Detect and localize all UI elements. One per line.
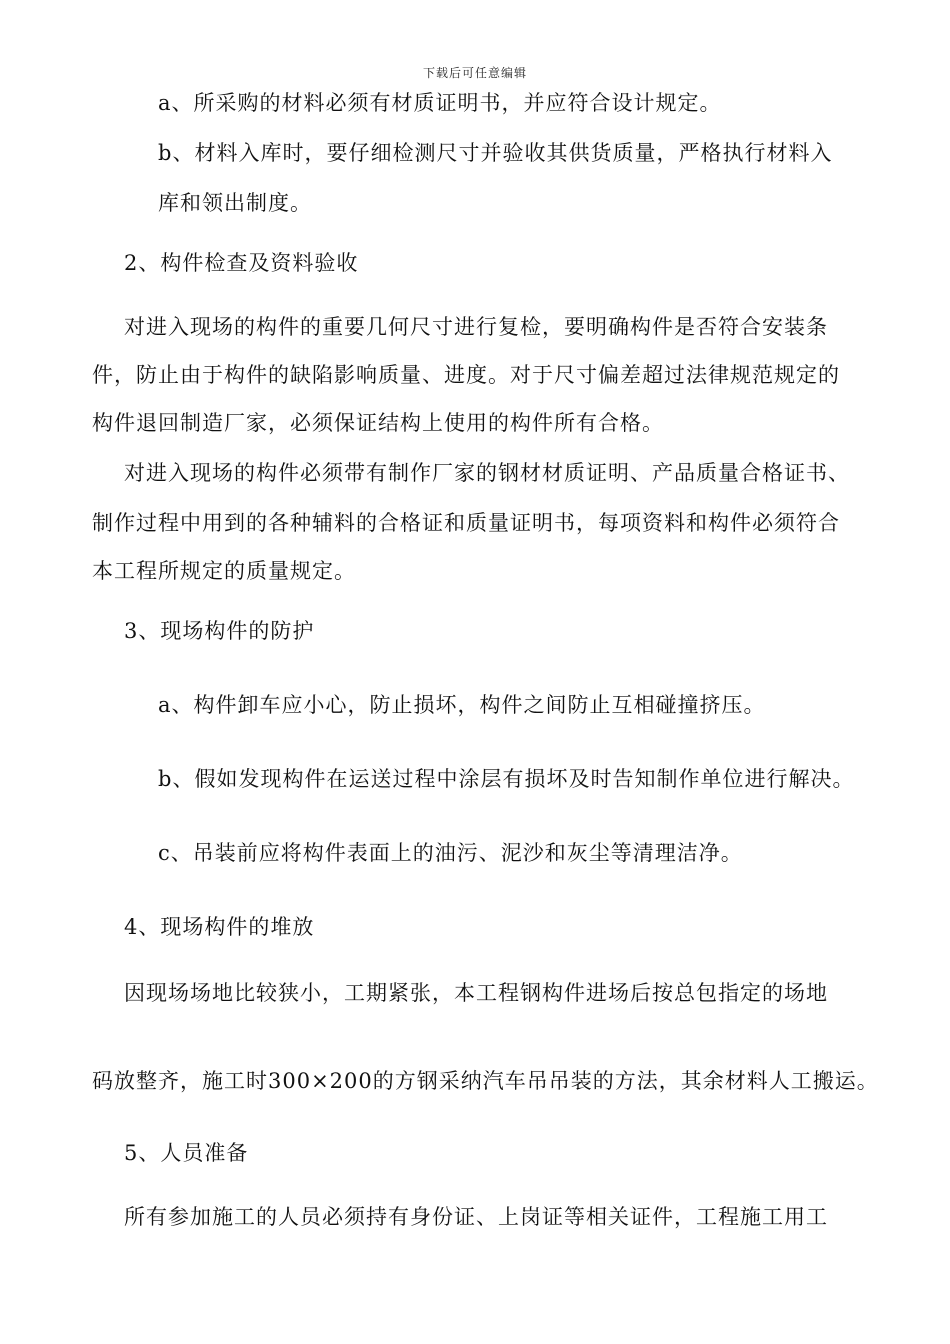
section-heading-4: 4、现场构件的堆放 <box>124 915 315 939</box>
section-heading-3: 3、现场构件的防护 <box>124 619 315 643</box>
section-heading-2: 2、构件检查及资料验收 <box>124 251 359 275</box>
text-line-material-cert: a、所采购的材料必须有材质证明书，并应符合设计规定。 <box>158 91 722 115</box>
text-line-storage-2: 码放整齐，施工时300×200的方钢采纳汽车吊吊装的方法，其余材料人工搬运。 <box>92 1069 879 1093</box>
page-header: 下载后可任意编辑 <box>422 66 527 80</box>
text-line-storage-1: 因现场场地比较狭小，工期紧张，本工程钢构件进场后按总包指定的场地 <box>124 981 828 1005</box>
text-line-recheck-1: 对进入现场的构件的重要几何尺寸进行复检，要明确构件是否符合安装条 <box>124 315 828 339</box>
text-line-protect-a: a、构件卸车应小心，防止损坏，构件之间防止互相碰撞挤压。 <box>158 693 766 717</box>
text-line-personnel-1: 所有参加施工的人员必须持有身份证、上岗证等相关证件，工程施工用工 <box>124 1205 828 1229</box>
text-line-material-inspect: b、材料入库时，要仔细检测尺寸并验收其供货质量，严格执行材料入 <box>158 141 833 165</box>
text-line-certs-1: 对进入现场的构件必须带有制作厂家的钢材材质证明、产品质量合格证书、 <box>124 461 850 485</box>
section-heading-5: 5、人员准备 <box>124 1141 249 1165</box>
text-line-recheck-3: 构件退回制造厂家，必须保证结构上使用的构件所有合格。 <box>92 411 664 435</box>
text-line-recheck-2: 件，防止由于构件的缺陷影响质量、进度。对于尺寸偏差超过法律规范规定的 <box>92 363 840 387</box>
text-line-protect-c: c、吊装前应将构件表面上的油污、泥沙和灰尘等清理洁净。 <box>158 841 743 865</box>
text-line-protect-b: b、假如发现构件在运送过程中涂层有损坏及时告知制作单位进行解决。 <box>158 767 855 791</box>
text-line-material-inspect-2: 库和领出制度。 <box>158 191 312 215</box>
text-line-certs-2: 制作过程中用到的各种辅料的合格证和质量证明书，每项资料和构件必须符合 <box>92 511 840 535</box>
text-line-certs-3: 本工程所规定的质量规定。 <box>92 559 356 583</box>
